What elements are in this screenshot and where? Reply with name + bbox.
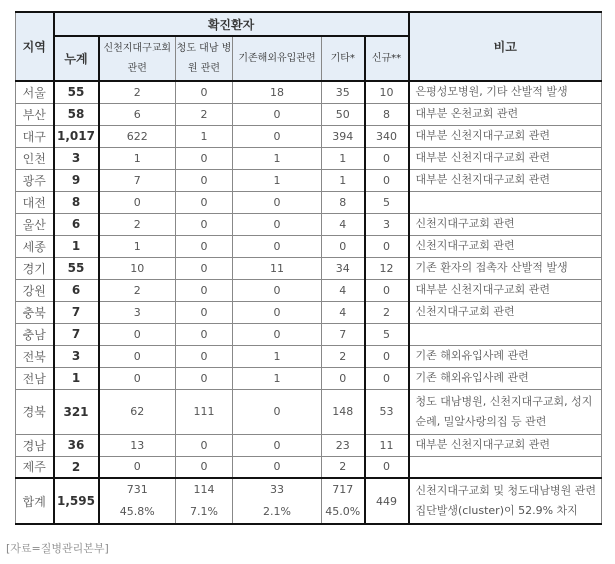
sum-total-value: 1,595 xyxy=(57,494,95,508)
table-row xyxy=(16,257,602,279)
cell-new: 0 xyxy=(365,147,409,169)
cell-overseas: 0 xyxy=(233,191,322,213)
header-confirmed-group: 확진환자 xyxy=(54,12,409,36)
cell-region: 경남 xyxy=(16,434,54,456)
cell-note: 기존 환자의 접촉자 산발적 발생 xyxy=(409,257,602,279)
cell-note: 기존 해외유입사례 관련 xyxy=(409,367,602,389)
table-row xyxy=(16,456,602,478)
cell-shincheonji: 1 xyxy=(99,147,176,169)
cell-region: 전북 xyxy=(16,345,54,367)
cell-total: 1 xyxy=(54,235,99,257)
cell-other: 1 xyxy=(322,169,365,191)
cell-overseas: 0 xyxy=(233,103,322,125)
cell-new: 0 xyxy=(365,169,409,191)
cell-shincheonji: 1 xyxy=(99,235,176,257)
cell-region: 세종 xyxy=(16,235,54,257)
cell-cheongdo: 0 xyxy=(176,323,233,345)
cell-note: 신천지대구교회 관련 xyxy=(409,213,602,235)
cell-overseas: 0 xyxy=(233,125,322,147)
cell-other: 4 xyxy=(322,301,365,323)
cell-region: 대전 xyxy=(16,191,54,213)
cell-shincheonji: 7 xyxy=(99,169,176,191)
cell-overseas: 18 xyxy=(233,81,322,103)
table-row xyxy=(16,103,602,125)
cell-cheongdo: 0 xyxy=(176,191,233,213)
header-total: 누계 xyxy=(54,36,99,81)
cell-other: 23 xyxy=(322,434,365,456)
cell-note: 대부분 신천지대구교회 관련 xyxy=(409,169,602,191)
sum-overseas-pct: 2.1% xyxy=(263,505,291,518)
cell-new: 5 xyxy=(365,323,409,345)
cell-overseas: 0 xyxy=(233,279,322,301)
cell-overseas: 1 xyxy=(233,367,322,389)
covid-regional-table xyxy=(15,11,602,525)
cell-shincheonji: 0 xyxy=(99,191,176,213)
cell-overseas: 1 xyxy=(233,169,322,191)
cell-region: 서울 xyxy=(16,81,54,103)
sum-total xyxy=(54,478,99,524)
cell-note: 기존 해외유입사례 관련 xyxy=(409,345,602,367)
table-row xyxy=(16,345,602,367)
cell-new: 2 xyxy=(365,301,409,323)
cell-overseas: 11 xyxy=(233,257,322,279)
cell-total: 8 xyxy=(54,191,99,213)
cell-cheongdo: 0 xyxy=(176,213,233,235)
table-row xyxy=(16,81,602,103)
cell-note: 청도 대남병원, 신천지대구교회, 성지순례, 밀알사랑의집 등 관련 xyxy=(409,389,602,434)
cell-note: 대부분 신천지대구교회 관련 xyxy=(409,125,602,147)
cell-region: 울산 xyxy=(16,213,54,235)
cell-overseas: 0 xyxy=(233,323,322,345)
cell-region: 경북 xyxy=(16,389,54,434)
cell-new: 0 xyxy=(365,235,409,257)
header-new: 신규** xyxy=(365,36,409,81)
cell-region: 광주 xyxy=(16,169,54,191)
sum-region xyxy=(16,478,54,524)
cell-total: 36 xyxy=(54,434,99,456)
cell-cheongdo: 0 xyxy=(176,257,233,279)
sum-shincheonji-count: 731 xyxy=(126,483,148,496)
cell-overseas: 1 xyxy=(233,345,322,367)
cell-overseas: 0 xyxy=(233,301,322,323)
cell-cheongdo: 0 xyxy=(176,367,233,389)
sum-shincheonji-pct: 45.8% xyxy=(119,505,155,518)
cell-other: 2 xyxy=(322,345,365,367)
cell-total: 6 xyxy=(54,279,99,301)
cell-shincheonji: 0 xyxy=(99,345,176,367)
cell-shincheonji: 6 xyxy=(99,103,176,125)
cell-overseas: 0 xyxy=(233,235,322,257)
cell-other: 7 xyxy=(322,323,365,345)
sum-other xyxy=(322,478,365,524)
cell-overseas: 0 xyxy=(233,456,322,478)
cell-shincheonji: 2 xyxy=(99,81,176,103)
sum-cheongdo-pct: 7.1% xyxy=(190,505,218,518)
header-cheongdo: 청도 대남 병원 관련 xyxy=(176,36,233,81)
cell-other: 2 xyxy=(322,456,365,478)
cell-region: 제주 xyxy=(16,456,54,478)
cell-note xyxy=(409,456,602,478)
cell-region: 경기 xyxy=(16,257,54,279)
table-row xyxy=(16,301,602,323)
cell-note: 대부분 신천지대구교회 관련 xyxy=(409,147,602,169)
cell-new: 53 xyxy=(365,389,409,434)
cell-new: 8 xyxy=(365,103,409,125)
cell-new: 12 xyxy=(365,257,409,279)
cell-cheongdo: 0 xyxy=(176,434,233,456)
cell-other: 50 xyxy=(322,103,365,125)
cell-total: 1 xyxy=(54,367,99,389)
cell-note: 은평성모병원, 기타 산발적 발생 xyxy=(409,81,602,103)
sum-overseas-count: 33 xyxy=(270,483,284,496)
cell-note xyxy=(409,323,602,345)
table-row xyxy=(16,367,602,389)
cell-total: 3 xyxy=(54,147,99,169)
cell-overseas: 0 xyxy=(233,213,322,235)
cell-cheongdo: 0 xyxy=(176,147,233,169)
table-row xyxy=(16,434,602,456)
source-caption: [자료=질병관리본부] xyxy=(6,542,109,555)
cell-total: 58 xyxy=(54,103,99,125)
sum-other-count: 717 xyxy=(332,483,354,496)
cell-new: 11 xyxy=(365,434,409,456)
sum-region-label: 합계 xyxy=(22,494,46,509)
cell-new: 340 xyxy=(365,125,409,147)
table-row xyxy=(16,279,602,301)
cell-other: 8 xyxy=(322,191,365,213)
cell-region: 대구 xyxy=(16,125,54,147)
cell-region: 충북 xyxy=(16,301,54,323)
cell-overseas: 0 xyxy=(233,389,322,434)
sum-note-text: 신천지대구교회 및 청도대남병원 관련 집단발생(cluster)이 52.9% 차지 xyxy=(415,484,597,517)
sum-overseas xyxy=(233,478,322,524)
sum-other-pct: 45.0% xyxy=(325,505,361,518)
header-other: 기타* xyxy=(322,36,365,81)
cell-new: 5 xyxy=(365,191,409,213)
cell-other: 34 xyxy=(322,257,365,279)
cell-shincheonji: 2 xyxy=(99,213,176,235)
cell-region: 인천 xyxy=(16,147,54,169)
cell-shincheonji: 622 xyxy=(99,125,176,147)
cell-cheongdo: 2 xyxy=(176,103,233,125)
table-body xyxy=(16,81,602,524)
cell-new: 10 xyxy=(365,81,409,103)
sum-shincheonji xyxy=(99,478,176,524)
cell-new: 0 xyxy=(365,456,409,478)
header-shincheonji: 신천지대구교회 관련 xyxy=(99,36,176,81)
cell-cheongdo: 0 xyxy=(176,345,233,367)
table-row xyxy=(16,147,602,169)
cell-note: 대부분 온천교회 관련 xyxy=(409,103,602,125)
cell-cheongdo: 0 xyxy=(176,279,233,301)
cell-total: 9 xyxy=(54,169,99,191)
cell-note: 대부분 신천지대구교회 관련 xyxy=(409,279,602,301)
cell-note: 신천지대구교회 관련 xyxy=(409,235,602,257)
sum-new-value: 449 xyxy=(376,494,397,508)
cell-region: 강원 xyxy=(16,279,54,301)
cell-total: 3 xyxy=(54,345,99,367)
cell-other: 1 xyxy=(322,147,365,169)
cell-shincheonji: 0 xyxy=(99,367,176,389)
table-row xyxy=(16,191,602,213)
cell-other: 0 xyxy=(322,235,365,257)
cell-other: 35 xyxy=(322,81,365,103)
cell-cheongdo: 0 xyxy=(176,81,233,103)
sum-new xyxy=(365,478,409,524)
cell-note: 대부분 신천지대구교회 관련 xyxy=(409,434,602,456)
cell-other: 394 xyxy=(322,125,365,147)
cell-note xyxy=(409,191,602,213)
cell-shincheonji: 13 xyxy=(99,434,176,456)
header-overseas: 기존해외유입관련 xyxy=(233,36,322,81)
covid-regional-table-container xyxy=(15,11,602,525)
table-row xyxy=(16,323,602,345)
table-row xyxy=(16,169,602,191)
cell-total: 1,017 xyxy=(54,125,99,147)
cell-other: 4 xyxy=(322,279,365,301)
cell-cheongdo: 0 xyxy=(176,235,233,257)
cell-total: 55 xyxy=(54,257,99,279)
table-row xyxy=(16,125,602,147)
cell-new: 0 xyxy=(365,345,409,367)
cell-shincheonji: 0 xyxy=(99,456,176,478)
header-region: 지역 xyxy=(16,12,54,81)
cell-total: 55 xyxy=(54,81,99,103)
sum-cheongdo-count: 114 xyxy=(193,483,215,496)
header-notes: 비고 xyxy=(409,12,602,81)
cell-cheongdo: 1 xyxy=(176,125,233,147)
cell-total: 7 xyxy=(54,301,99,323)
table-row xyxy=(16,213,602,235)
sum-note xyxy=(409,478,602,524)
table-row xyxy=(16,389,602,434)
cell-new: 0 xyxy=(365,367,409,389)
cell-cheongdo: 0 xyxy=(176,301,233,323)
table-row xyxy=(16,235,602,257)
cell-total: 7 xyxy=(54,323,99,345)
cell-total: 6 xyxy=(54,213,99,235)
cell-region: 전남 xyxy=(16,367,54,389)
cell-other: 148 xyxy=(322,389,365,434)
cell-region: 충남 xyxy=(16,323,54,345)
cell-shincheonji: 2 xyxy=(99,279,176,301)
cell-other: 4 xyxy=(322,213,365,235)
cell-cheongdo: 0 xyxy=(176,456,233,478)
cell-other: 0 xyxy=(322,367,365,389)
cell-shincheonji: 10 xyxy=(99,257,176,279)
cell-shincheonji: 0 xyxy=(99,323,176,345)
cell-cheongdo: 0 xyxy=(176,169,233,191)
sum-cheongdo xyxy=(176,478,233,524)
cell-shincheonji: 62 xyxy=(99,389,176,434)
cell-overseas: 1 xyxy=(233,147,322,169)
cell-new: 0 xyxy=(365,279,409,301)
cell-cheongdo: 111 xyxy=(176,389,233,434)
table-row-sum xyxy=(16,478,602,524)
cell-total: 321 xyxy=(54,389,99,434)
cell-new: 3 xyxy=(365,213,409,235)
cell-note: 신천지대구교회 관련 xyxy=(409,301,602,323)
cell-total: 2 xyxy=(54,456,99,478)
cell-overseas: 0 xyxy=(233,434,322,456)
cell-region: 부산 xyxy=(16,103,54,125)
cell-shincheonji: 3 xyxy=(99,301,176,323)
